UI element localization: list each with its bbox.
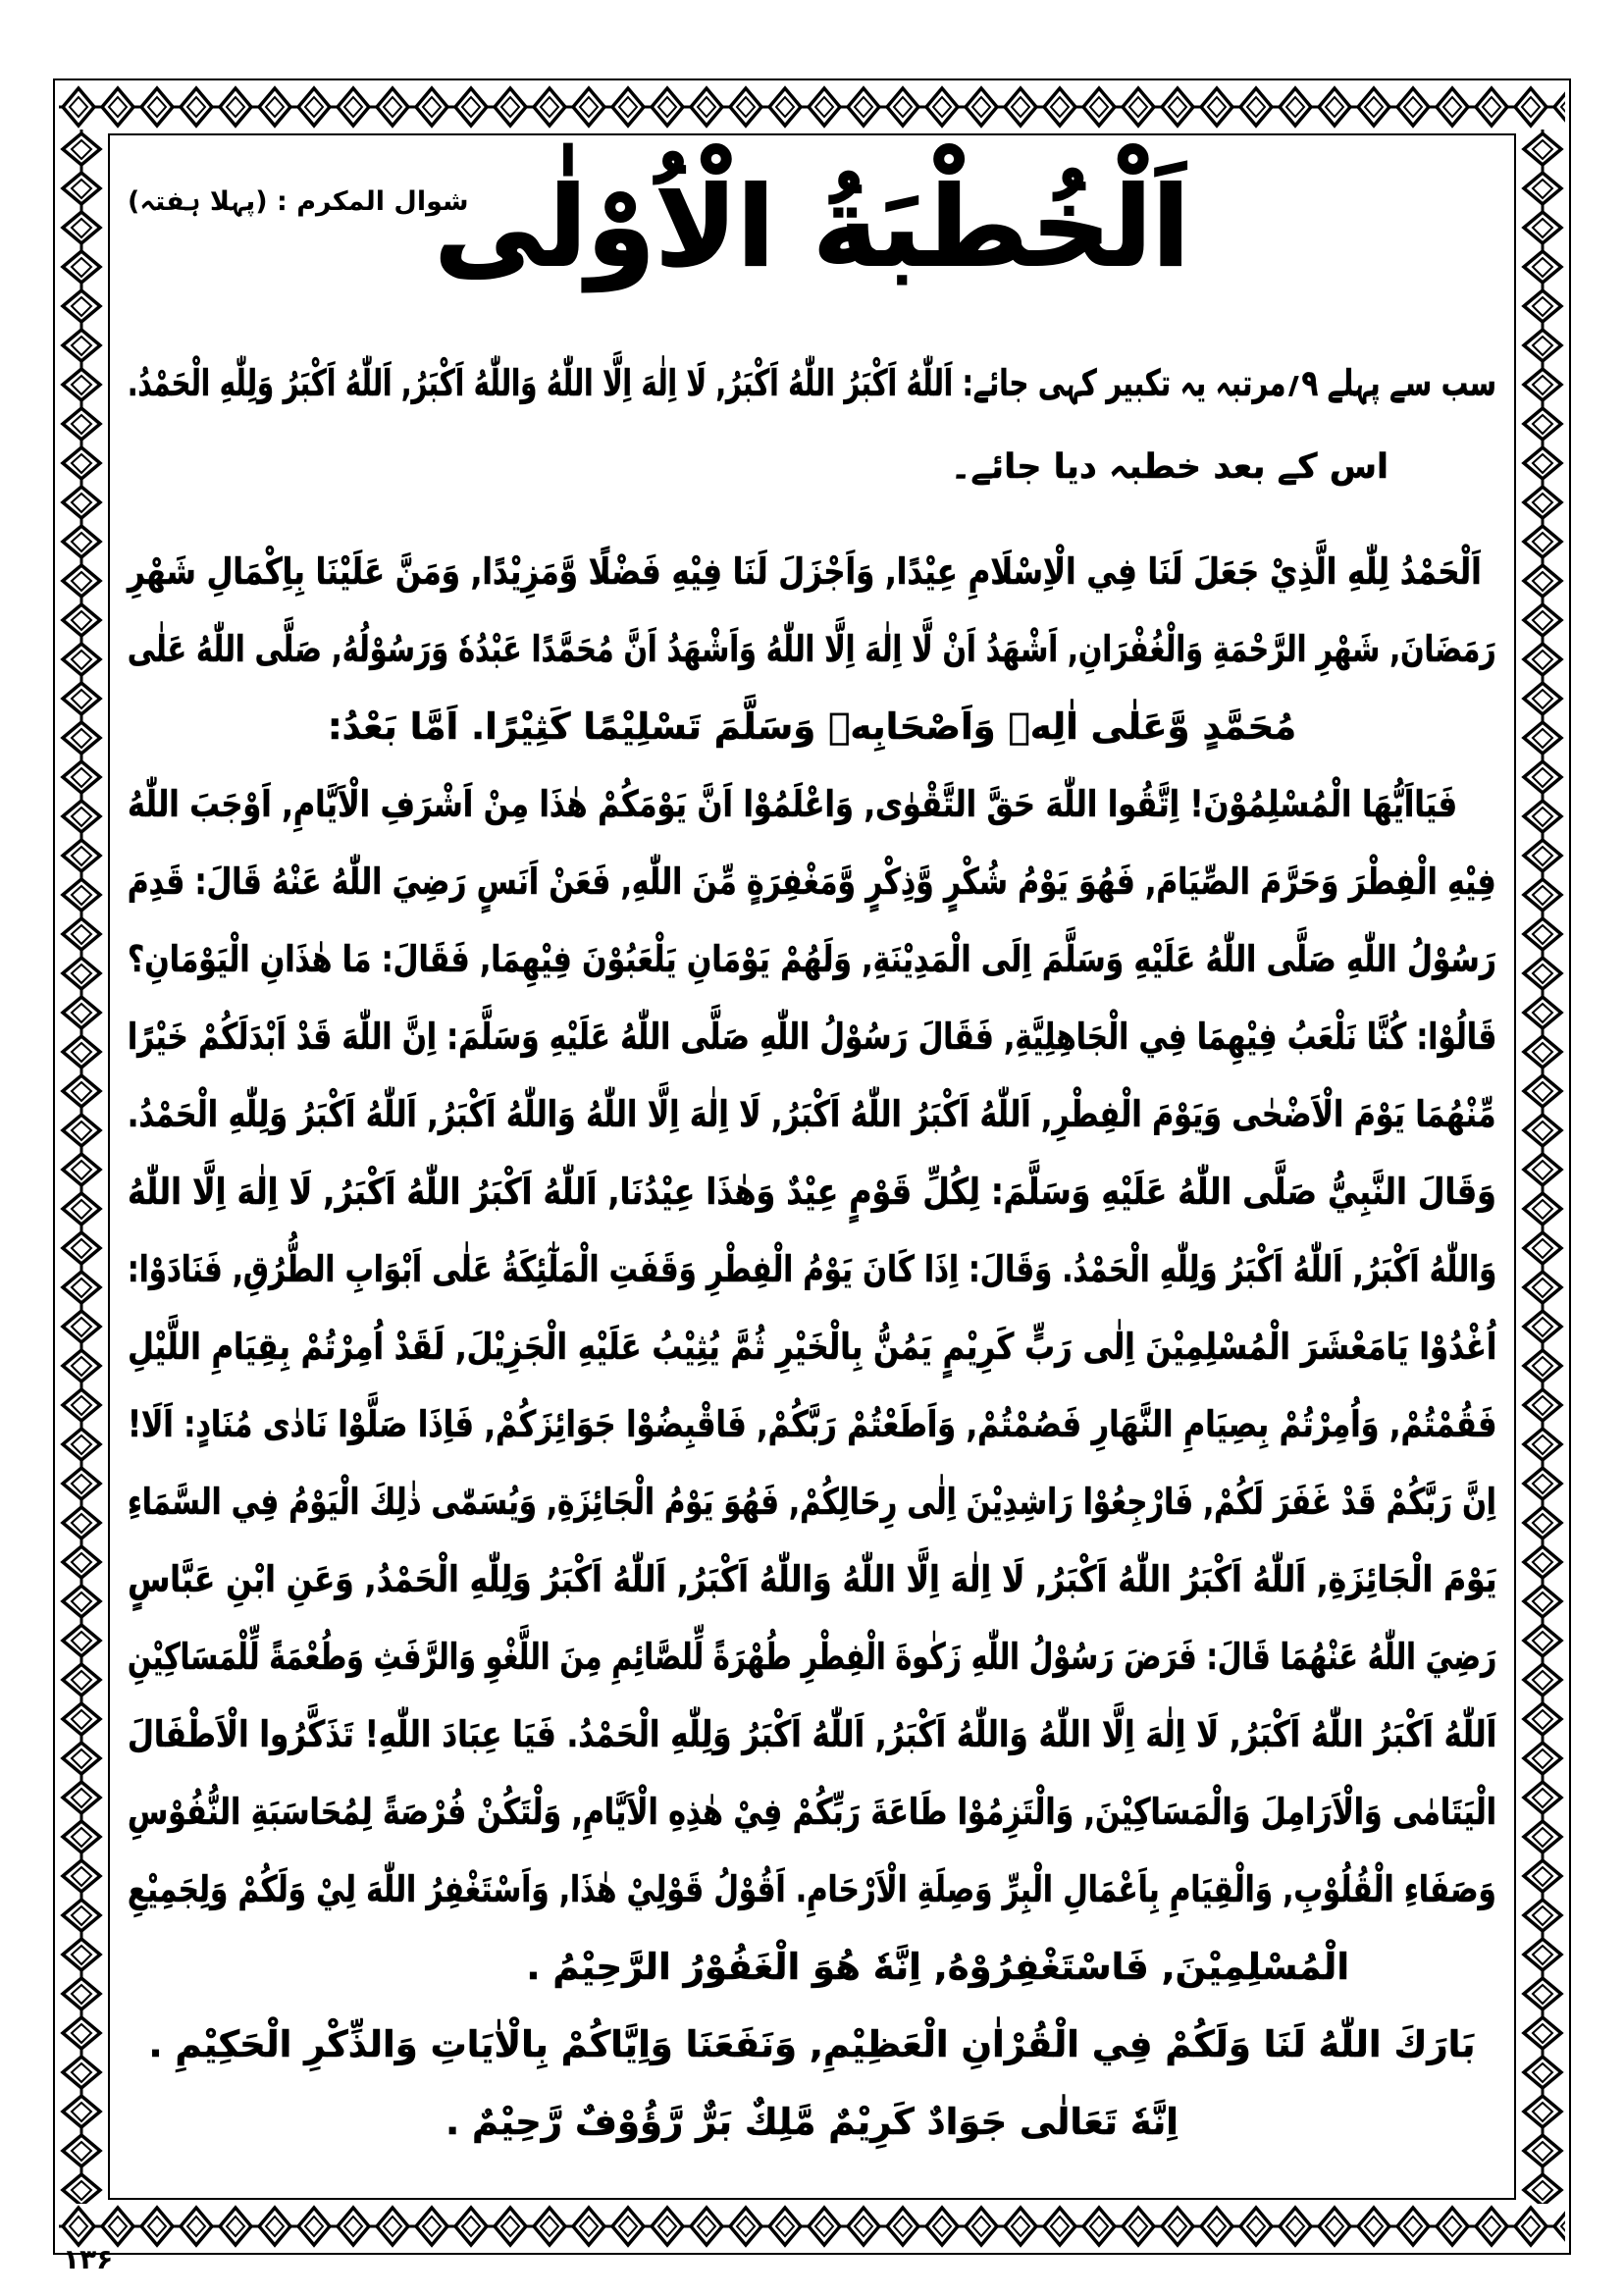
khutbah-line: اَللّٰهُ اَكْبَرُ اللّٰهُ اَكْبَرُ, لَا اِلٰهَ اِلَّا اللّٰهُ وَاللّٰهُ اَكْبَرُ, اَللّٰهُ اَكْبَرُ وَلِلّٰهِ الْحَمْدُ. فَيَا عِبَادَ اللّٰهِ! تَذَكَّرُوا الْاَطْفَالَ <box>127 1713 1496 1755</box>
khutbah-line: بَارَكَ اللّٰهُ لَنَا وَلَكُمْ فِي الْقُرْاٰنِ الْعَظِيْمِ, وَنَفَعَنَا وَاِيَّاكُمْ بِالْاٰيَاتِ وَالذِّكْرِ الْحَكِيْمِ . <box>148 2023 1476 2065</box>
khutbah-line: يَوْمَ الْجَائِزَةِ, اَللّٰهُ اَكْبَرُ اللّٰهُ اَكْبَرُ, لَا اِلٰهَ اِلَّا اللّٰهُ وَاللّٰهُ اَكْبَرُ, اَللّٰهُ اَكْبَرُ وَلِلّٰهِ الْحَمْدُ, وَعَنِ ابْنِ عَبَّاسٍ <box>127 1558 1496 1600</box>
border-chain-right <box>1520 130 1565 2204</box>
khutbah-line: فَقُمْتُمْ, وَاُمِرْتُمْ بِصِيَامِ النَّهَارِ فَصُمْتُمْ, وَاَطَعْتُمْ رَبَّكُمْ, فَاقْبِضُوْا جَوَائِزَكُمْ, فَاِذَا صَلَّوْا نَادٰى مُنَادٍ: اَلَا! <box>127 1403 1496 1445</box>
khutbah-line: اِنَّهٗ تَعَالٰى جَوَادٌ كَرِيْمٌ مَّلِكٌ بَرٌّ رَّؤُوْفٌ رَّحِيْمٌ . <box>445 2101 1179 2143</box>
khutbah-line: فِيْهِ الْفِطْرَ وَحَرَّمَ الصِّيَامَ, فَهُوَ يَوْمُ شُكْرٍ وَّذِكْرٍ وَّمَغْفِرَةٍ مِّنَ اللّٰهِ, فَعَنْ اَنَسٍ رَضِيَ اللّٰهُ عَنْهُ قَالَ: قَدِمَ <box>128 861 1496 903</box>
takbir-instruction-line <box>128 339 1496 429</box>
khutbah-line: فَيَااَيُّهَا الْمُسْلِمُوْنَ! اِتَّقُوا اللّٰهَ حَقَّ التَّقْوٰى, وَاعْلَمُوْا اَنَّ يَوْمَكُمْ هٰذَا مِنْ اَشْرَفِ الْاَيَّامِ, اَوْجَبَ اللّٰهُ <box>127 783 1457 825</box>
page-number: ۱۳۶ <box>63 2243 114 2275</box>
takbir-text: اَللّٰهُ اَكْبَرُ اللّٰهُ اَكْبَرُ, لَا اِلٰهَ اِلَّا اللّٰهُ وَاللّٰهُ اَكْبَرُ, اَللّٰهُ اَكْبَرُ وَلِلّٰهِ الْحَمْدُ. <box>128 362 954 404</box>
page-title: اَلْخُطْبَةُ الْاُوْلٰى <box>434 164 1190 291</box>
khutbah-line: رَمَضَانَ, شَهْرِ الرَّحْمَةِ وَالْغُفْرَانِ, اَشْهَدُ اَنْ لَّا اِلٰهَ اِلَّا اللّٰهُ وَاَشْهَدُ اَنَّ مُحَمَّدًا عَبْدُهٗ وَرَسُوْلُهُ, صَلَّى اللّٰهُ عَلٰى <box>128 628 1496 670</box>
khutbah-line: الْمُسْلِمِيْنَ, فَاسْتَغْفِرُوْهُ, اِنَّهٗ هُوَ الْغَفُوْرُ الرَّحِيْمُ . <box>526 1946 1349 1988</box>
khutbah-line: قَالُوْا: كُنَّا نَلْعَبُ فِيْهِمَا فِي الْجَاهِلِيَّةِ, فَقَالَ رَسُوْلُ اللّٰهِ صَلَّى اللّٰهُ عَلَيْهِ وَسَلَّمَ: اِنَّ اللّٰهَ قَدْ اَبْدَلَكُمْ خَيْرًا <box>127 1016 1496 1058</box>
border-chain-top <box>59 84 1565 130</box>
khutbah-line: رَسُوْلُ اللّٰهِ صَلَّى اللّٰهُ عَلَيْهِ وَسَلَّمَ اِلَى الْمَدِيْنَةِ, وَلَهُمْ يَوْمَانِ يَلْعَبُوْنَ فِيْهِمَا, فَقَالَ: مَا هٰذَانِ الْيَوْمَانِ؟ <box>128 938 1496 980</box>
instruction-before-takbir: سب سے پہلے ۹؍مرتبہ یہ تکبیر کہی جائے: <box>962 362 1496 404</box>
month-week-note: شوال المکرم : (پہلا ہفتہ) <box>128 186 469 217</box>
instruction-after-takbir: اس کے بعد خطبہ دیا جائے۔ <box>950 447 1388 487</box>
page-content <box>128 147 1496 2198</box>
khutbah-line: اُغْدُوْا يَامَعْشَرَ الْمُسْلِمِيْنَ اِلٰى رَبٍّ كَرِيْمٍ يَمُنُّ بِالْخَيْرِ ثُمَّ يُثِيْبُ عَلَيْهِ الْجَزِيْلَ, لَقَدْ اُمِرْتُمْ بِقِيَامِ اللَّيْلِ <box>127 1326 1496 1368</box>
khutbah-line: الْيَتَامٰى وَالْاَرَامِلَ وَالْمَسَاكِيْنَ, وَالْتَزِمُوْا طَاعَةَ رَبِّكُمْ فِيْ هٰذِهِ الْاَيَّامِ, وَلْتَكُنْ فُرْصَةً لِمُحَاسَبَةِ النُّفُوْسِ <box>127 1791 1496 1833</box>
khutbah-line: وَاللّٰهُ اَكْبَرُ, اَللّٰهُ اَكْبَرُ وَلِلّٰهِ الْحَمْدُ. وَقَالَ: اِذَا كَانَ يَوْمُ الْفِطْرِ وَقَفَتِ الْمَلٰٓئِكَةُ عَلٰى اَبْوَابِ الطُّرُقِ, فَنَادَوْا: <box>127 1248 1496 1290</box>
khutbah-body <box>128 533 1496 2161</box>
border-chain-bottom <box>59 2204 1565 2249</box>
khutbah-line: اِنَّ رَبَّكُمْ قَدْ غَفَرَ لَكُمْ, فَارْجِعُوْا رَاشِدِيْنَ اِلٰى رِحَالِكُمْ, فَهُوَ يَوْمُ الْجَائِزَةِ, وَيُسَمّٰى ذٰلِكَ الْيَوْمُ فِي السَّمَاءِ <box>128 1481 1496 1523</box>
khutbah-line: مِّنْهُمَا يَوْمَ الْاَضْحٰى وَيَوْمَ الْفِطْرِ, اَللّٰهُ اَكْبَرُ اللّٰهُ اَكْبَرُ, لَا اِلٰهَ اِلَّا اللّٰهُ وَاللّٰهُ اَكْبَرُ, اَللّٰهُ اَكْبَرُ وَلِلّٰهِ الْحَمْدُ. <box>128 1093 1496 1135</box>
khutbah-line: وَصَفَاءِ الْقُلُوْبِ, وَالْقِيَامِ بِاَعْمَالِ الْبِرِّ وَصِلَةِ الْاَرْحَامِ. اَقُوْلُ قَوْلِيْ هٰذَا, وَاَسْتَغْفِرُ اللّٰهَ لِيْ وَلَكُمْ وَلِجَمِيْعِ <box>128 1868 1496 1910</box>
khutbah-line: مُحَمَّدٍ وَّعَلٰى اٰلِهٖ وَاَصْحَابِهٖ وَسَلَّمَ تَسْلِيْمًا كَثِيْرًا. اَمَّا بَعْدُ: <box>327 705 1297 748</box>
khutbah-line: اَلْحَمْدُ لِلّٰهِ الَّذِيْ جَعَلَ لَنَا فِي الْاِسْلَامِ عِيْدًا, وَاَجْزَلَ لَنَا فِيْهِ فَضْلًا وَّمَزِيْدًا, وَمَنَّ عَلَيْنَا بِاِكْمَالِ شَهْرِ <box>128 550 1482 593</box>
khutbah-line: رَضِيَ اللّٰهُ عَنْهُمَا قَالَ: فَرَضَ رَسُوْلُ اللّٰهِ زَكٰوةَ الْفِطْرِ طُهْرَةً لِّلصَّائِمِ مِنَ اللَّغْوِ وَالرَّفَثِ وَطُعْمَةً لِّلْمَسَاكِيْنِ <box>127 1636 1496 1678</box>
khutbah-line: وَقَالَ النَّبِيُّ صَلَّى اللّٰهُ عَلَيْهِ وَسَلَّمَ: لِكُلِّ قَوْمٍ عِيْدٌ وَهٰذَا عِيْدُنَا, اَللّٰهُ اَكْبَرُ اللّٰهُ اَكْبَرُ, لَا اِلٰهَ اِلَّا اللّٰهُ <box>128 1171 1496 1213</box>
